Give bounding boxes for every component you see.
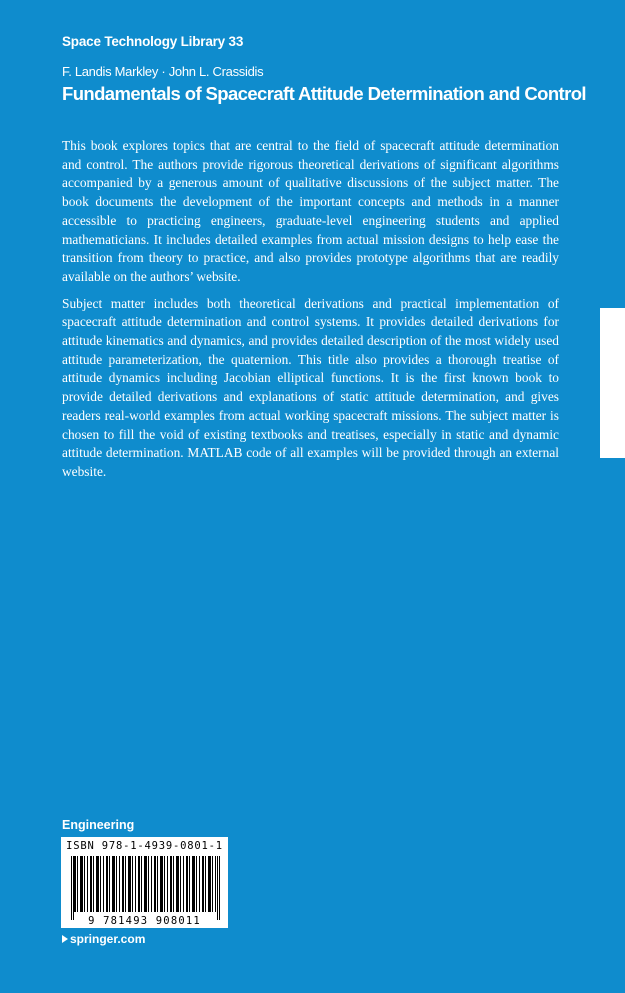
series-label: Space Technology Library 33 (62, 34, 244, 49)
barcode-bars (71, 856, 220, 912)
barcode (61, 837, 228, 928)
authors: F. Landis Markley · John L. Crassidis (62, 64, 264, 79)
barcode-digits: 9 781493 908011 (88, 915, 201, 927)
blurb-paragraph: This book explores topics that are central to the field of spacecraft attitude determination and control. The authors provide rigorous theoretical derivations of significant algorithms accompanied by a generous amount of qualitative discussions of the subject matter. The book documents the development of the important concepts and methods in a manner accessible to practicing engineers, graduate-level engineering students and applied mathematicians. It includes detailed examples from actual mission designs to help ease the transition from theory to practice, and also provides prototype algorithms that are readily available on the authors’ website. (62, 138, 559, 284)
isbn-label: ISBN 978-1-4939-0801-1 (66, 840, 223, 852)
subject-category: Engineering (62, 818, 135, 832)
blurb (62, 137, 559, 490)
publisher-label: springer.com (70, 932, 146, 946)
book-title: Fundamentals of Spacecraft Attitude Determination and Control (62, 83, 586, 104)
triangle-arrow-icon (62, 935, 68, 943)
blurb-paragraph: Subject matter includes both theoretical derivations and practical implementation of spacecraft attitude determination and control systems. It provides detailed derivations for attitude kinematics and dynamics, and provides detailed description of the most widely used attitude parameterization, the quaternion. This title also provides a thorough treatise of attitude dynamics including Jacobian elliptical functions. It is the first known book to provide detailed derivations and explanations of static attitude determination, and gives readers real-world examples from actual working spacecraft missions. The subject matter is chosen to fill the void of existing textbooks and treatises, especially in static and dynamic attitude determination. MATLAB code of all examples will be provided through an external website. (62, 295, 559, 479)
side-tab (600, 308, 625, 458)
publisher-link[interactable] (62, 932, 145, 946)
